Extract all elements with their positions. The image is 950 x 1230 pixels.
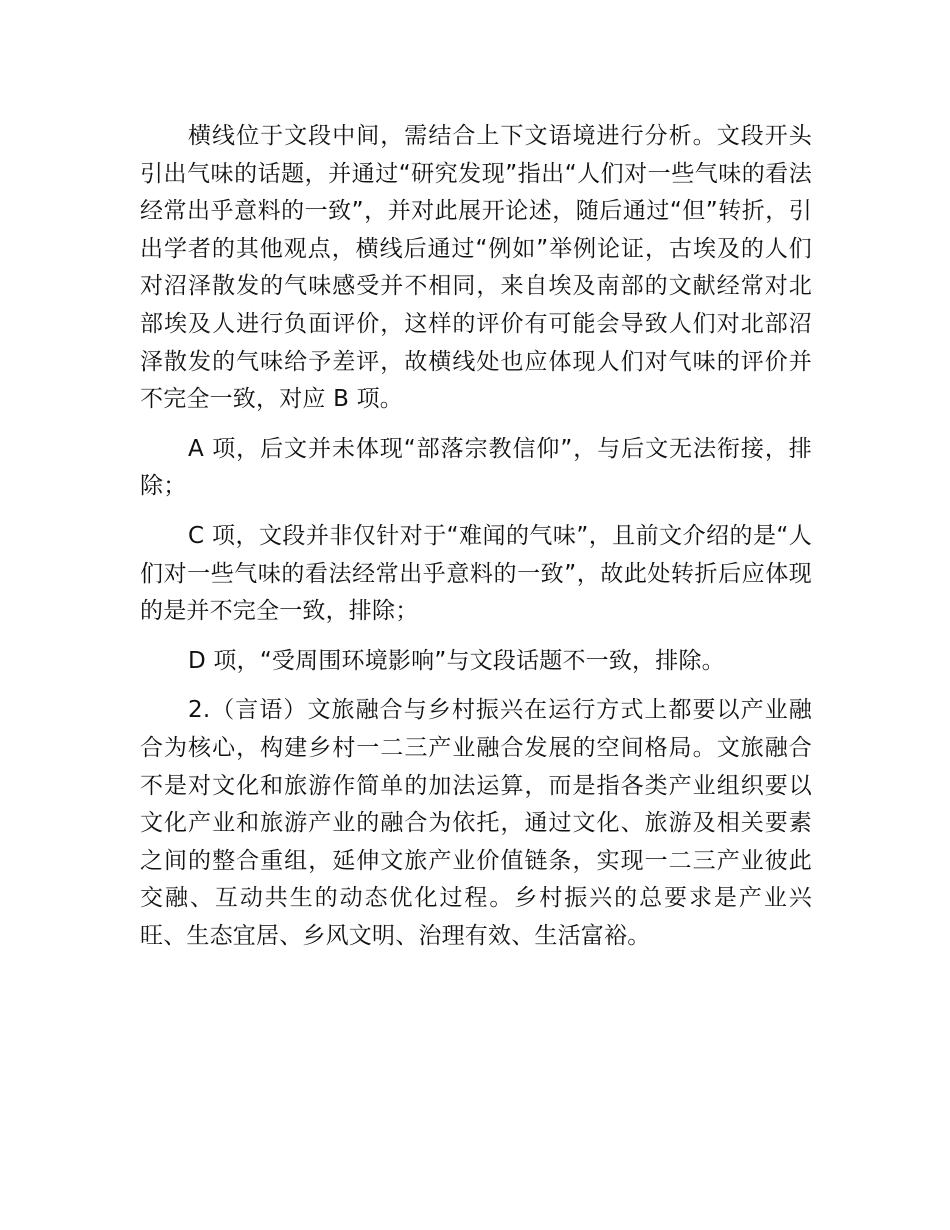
document-page	[140, 118, 812, 955]
analysis-paragraph: 横线位于文段中间，需结合上下文语境进行分析。文段开头引出气味的话题，并通过“研究发现”指出“人们对一些气味的看法经常出乎意料的一致”，并对此展开论述，随后通过“但”转折，引出学者的其他观点，横线后通过“例如”举例论证，古埃及的人们对沼泽散发的气味感受并不相同，来自埃及南部的文献经常对北部埃及人进行负面评价，这样的评价有可能会导致人们对北部沼泽散发的气味给予差评，故横线处也应体现人们对气味的评价并不完全一致，对应 B 项。	[140, 123, 812, 413]
question-2-paragraph: 2.（言语）文旅融合与乡村振兴在运行方式上都要以产业融合为核心，构建乡村一二三产业融合发展的空间格局。文旅融合不是对文化和旅游作简单的加法运算，而是指各类产业组织要以文化产业和旅游产业的融合为依托，通过文化、旅游及相关要素之间的整合重组，延伸文旅产业价值链条，实现一二三产业彼此交融、互动共生的动态优化过程。乡村振兴的总要求是产业兴旺、生态宜居、乡风文明、治理有效、生活富裕。	[140, 697, 812, 949]
option-a-paragraph: A 项，后文并未体现“部落宗教信仰”，与后文无法衔接，排除；	[140, 435, 812, 500]
option-c-paragraph: C 项，文段并非仅针对于“难闻的气味”，且前文介绍的是“人们对一些气味的看法经常出乎意料的一致”，故此处转折后应体现的是并不完全一致，排除；	[140, 522, 812, 625]
option-d-paragraph: D 项，“受周围环境影响”与文段话题不一致，排除。	[188, 647, 725, 674]
